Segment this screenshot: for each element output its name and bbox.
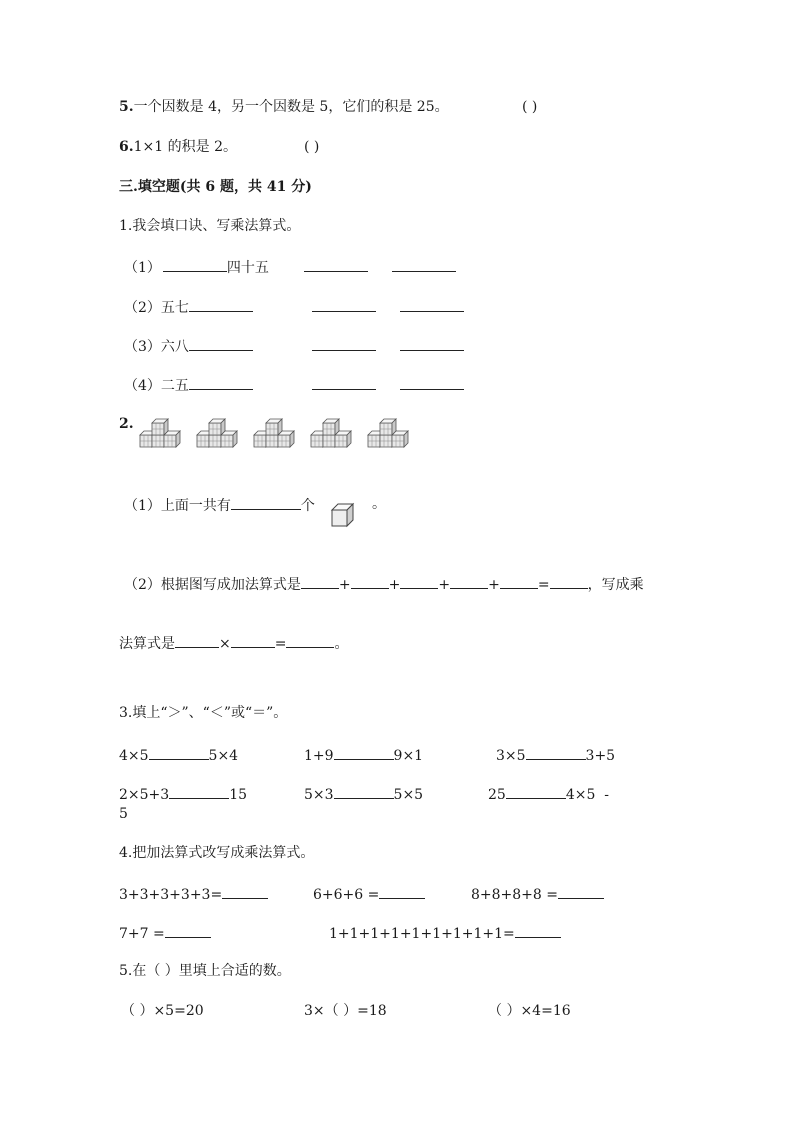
q2-add-sum-blank[interactable] xyxy=(550,574,588,589)
q2-sub2-line2: 法算式是 × = 。 xyxy=(119,633,348,653)
q1-row-2-blanks xyxy=(312,297,464,317)
q4-blank-2[interactable] xyxy=(379,884,425,899)
q3-blank-5[interactable] xyxy=(334,784,394,799)
q2-mul-blank-3[interactable] xyxy=(286,633,334,648)
section-title: 三.填空题(共 6 题，共 41 分) xyxy=(119,179,312,195)
q2-number: 2. xyxy=(119,416,134,432)
q1-blank-2a[interactable] xyxy=(189,297,253,312)
q2-sub1-blank[interactable] xyxy=(231,495,301,510)
cube-figure-row xyxy=(138,413,418,453)
q1-blank-2c[interactable] xyxy=(400,297,464,312)
q3-item-6: 25 4×5 - xyxy=(488,784,609,804)
q3-blank-3[interactable] xyxy=(526,745,586,760)
tf-question-5: 5.一个因数是 4，另一个因数是 5，它们的积是 25。 xyxy=(119,99,449,115)
q4-item-3: 8+8+8+8 = xyxy=(471,884,604,904)
q5-title: 5.在（ ）里填上合适的数。 xyxy=(119,963,291,979)
q2-add-blank-1[interactable] xyxy=(301,574,339,589)
q3-item-3: 3×5 3+5 xyxy=(496,745,615,765)
q4-item-5: 1+1+1+1+1+1+1+1+1= xyxy=(329,923,561,943)
q2-add-blank-4[interactable] xyxy=(450,574,488,589)
q4-item-2: 6+6+6 = xyxy=(313,884,425,904)
q3-item-5: 5×3 5×5 xyxy=(304,784,423,804)
q1-row-3-blanks xyxy=(312,336,464,356)
q1-row-4-blanks xyxy=(312,375,464,395)
q3-blank-1[interactable] xyxy=(149,745,209,760)
cube-icon xyxy=(330,502,356,528)
q1-blank-3b[interactable] xyxy=(312,336,376,351)
q2-add-blank-2[interactable] xyxy=(351,574,389,589)
q1-blank-4a[interactable] xyxy=(189,375,253,390)
q4-item-4: 7+7 = xyxy=(119,923,211,943)
q2-sub2: （2）根据图写成加法算式是 + + + + = ，写成乘 xyxy=(124,574,644,594)
q1-row-1: （1） 四十五 xyxy=(124,257,269,277)
q4-title: 4.把加法算式改写成乘法算式。 xyxy=(119,845,315,861)
q4-item-1: 3+3+3+3+3= xyxy=(119,884,268,904)
q4-blank-1[interactable] xyxy=(222,884,268,899)
q2-sub1-end: 。 xyxy=(372,496,386,512)
q2-mul-blank-2[interactable] xyxy=(231,633,275,648)
q4-blank-4[interactable] xyxy=(165,923,211,938)
q1-blank-1a[interactable] xyxy=(163,257,227,272)
q2-mul-blank-1[interactable] xyxy=(175,633,219,648)
q3-item-2: 1+9 9×1 xyxy=(304,745,423,765)
q2-add-blank-5[interactable] xyxy=(500,574,538,589)
q1-row-4: （4）二五 xyxy=(124,375,253,395)
q3-blank-6[interactable] xyxy=(506,784,566,799)
q2-sub1: （1）上面一共有 个 xyxy=(124,495,315,515)
q1-blank-3a[interactable] xyxy=(189,336,253,351)
q1-blank-2b[interactable] xyxy=(312,297,376,312)
q1-title: 1.我会填口诀、写乘法算式。 xyxy=(119,218,301,234)
q1-blank-1b[interactable] xyxy=(304,257,368,272)
q1-blank-4b[interactable] xyxy=(312,375,376,390)
q1-row-3: （3）六八 xyxy=(124,336,253,356)
tf-answer-paren-6[interactable]: ( ) xyxy=(304,139,320,155)
q1-blank-3c[interactable] xyxy=(400,336,464,351)
q3-blank-4[interactable] xyxy=(169,784,229,799)
q4-blank-3[interactable] xyxy=(558,884,604,899)
q3-wrap-text: 5 xyxy=(119,806,128,822)
q2-add-blank-3[interactable] xyxy=(400,574,438,589)
tf-answer-paren-5[interactable]: ( ) xyxy=(522,99,538,115)
q3-item-1: 4×5 5×4 xyxy=(119,745,238,765)
q5-item-2[interactable]: 3×（ ）=18 xyxy=(304,1003,387,1019)
q3-blank-2[interactable] xyxy=(334,745,394,760)
q1-blank-4c[interactable] xyxy=(400,375,464,390)
q5-item-3[interactable]: （ ）×4=16 xyxy=(488,1003,571,1019)
q3-item-4: 2×5+3 15 xyxy=(119,784,247,804)
tf-question-6: 6.1×1 的积是 2。 xyxy=(119,139,237,155)
q1-row-1-blanks xyxy=(304,257,456,277)
q4-blank-5[interactable] xyxy=(515,923,561,938)
q3-title: 3.填上“＞”、“＜”或“＝”。 xyxy=(119,705,288,721)
q5-item-1[interactable]: （ ）×5=20 xyxy=(121,1003,204,1019)
cube-group-icons xyxy=(138,413,418,449)
q1-row-2: （2）五七 xyxy=(124,297,253,317)
q1-blank-1c[interactable] xyxy=(392,257,456,272)
